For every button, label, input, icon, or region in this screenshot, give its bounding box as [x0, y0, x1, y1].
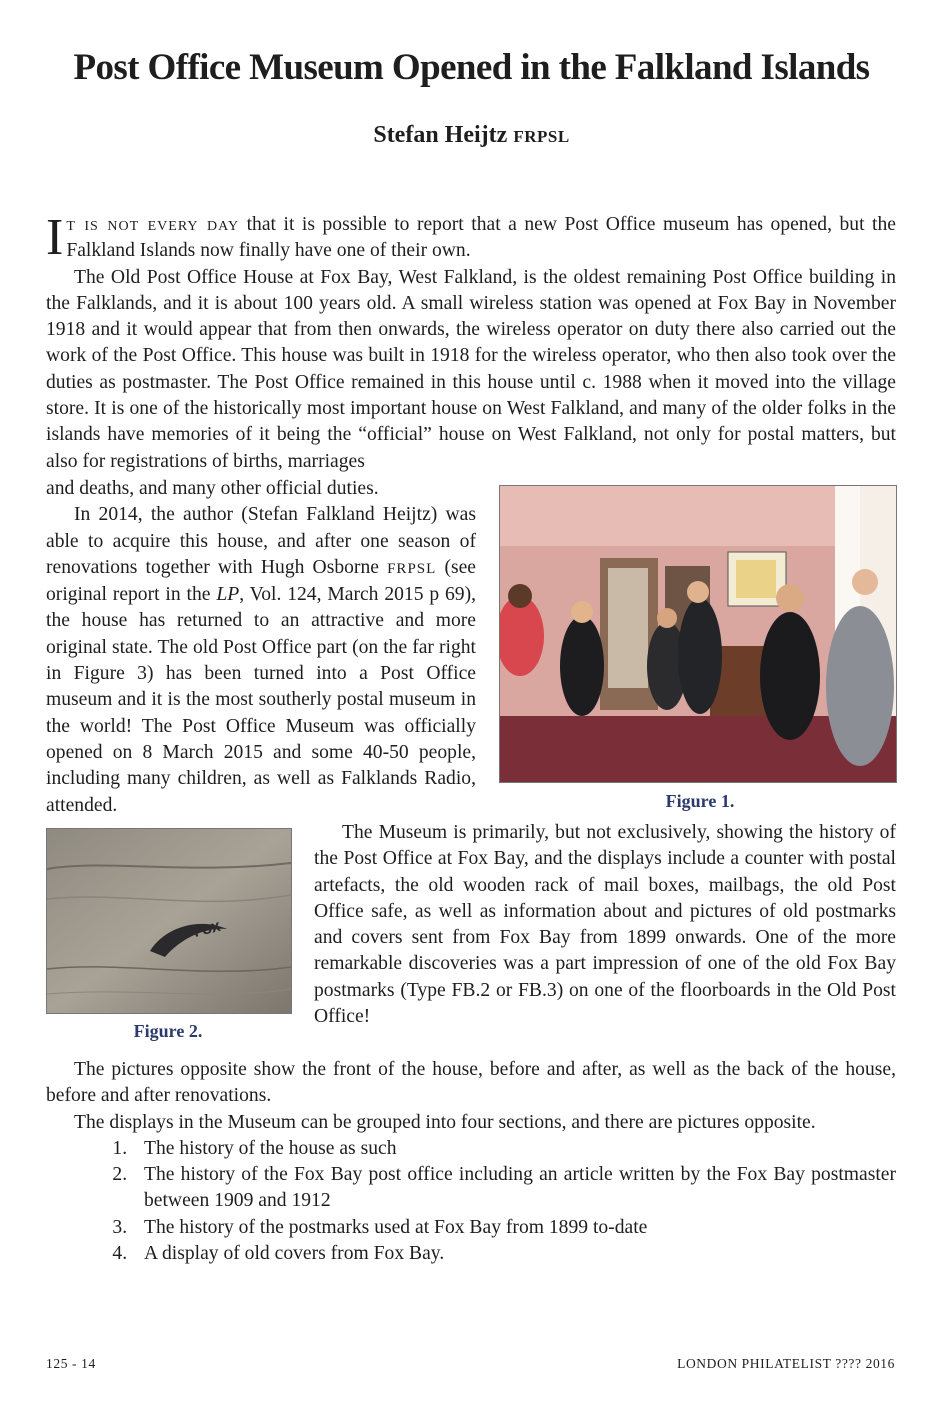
drop-cap: I [46, 209, 64, 266]
figure-1-photo [499, 485, 897, 783]
list-item: 1. The history of the house as such [132, 1136, 896, 1162]
list-item: 2. The history of the Fox Bay post office including an article written by the Fox Bay postmaster between 1909 and 1912 [132, 1162, 896, 1215]
p3-lp: LP [216, 584, 240, 606]
paragraph-4: The Museum is primarily, but not exclusively, showing the history of the Post Office at Fox Bay, and the displays include a counter with postal artefacts, the old wooden rack of mail boxes, mailbags, the old Post Office safe, as well as information about and pictures of old postmarks and covers sent from Fox Bay from 1899 onwards. One of the more remarkable discoveries was a part impression of one of the old Fox Bay postmarks (Type FB.2 or FB.3) on one of the floorboards in the Old Post Office! [314, 822, 896, 1028]
p3-text-a: In 2014, the author (Stefan Falkland Heijtz) was able to acquire this house, and after one season of renovations together with Hugh Osborne [46, 504, 476, 578]
floorboard-postmark-illustration [47, 829, 291, 1013]
page-number: 125 - 14 [46, 1356, 96, 1371]
figure-1-caption: Figure 1. [665, 791, 735, 811]
figure-2-photo [46, 828, 292, 1014]
left-column [46, 476, 476, 819]
figure-2-caption: Figure 2. [133, 1021, 203, 1041]
intro-text: that it is possible to report that a new Post Office museum has opened, but the Falkland Islands now finally have one of their own. [66, 214, 896, 262]
right-column [314, 820, 896, 1030]
lower-block [46, 1057, 896, 1267]
paragraph-2: The Old Post Office House at Fox Bay, West Falkland, is the oldest remaining Post Office building in the Falklands, and it is about 100 years old. A small wireless station was opened at Fox Bay in November 1918 and it would appear that from then onwards, the wireless operator on duty there also carried out the work of the Post Office. This house was built in 1918 for the wireless operator, who then also took over the duties as postmaster. The Post Office remained in this house until c. 1988 when it moved into the village store. It is one of the historically most important house on West Falkland, and many of the older folks in the islands have memories of it being the “official” house on West Falkland, not only for postal matters, but also for registrations of births, marriages [46, 266, 896, 472]
sections-list [46, 1136, 896, 1267]
p3-frpsl: FRPSL [387, 560, 437, 577]
list-item: 4. A display of old covers from Fox Bay. [132, 1241, 896, 1267]
author-name: Stefan Heijtz [373, 122, 508, 148]
intro-block [46, 209, 896, 475]
paragraph-6: The displays in the Museum can be grouped into four sections, and there are pictures opposite. [74, 1111, 816, 1133]
intro-paragraph [46, 209, 896, 266]
paragraph-3 [46, 502, 476, 819]
paragraph-2-end: and deaths, and many other official duties. [46, 478, 379, 499]
p3-text-c: , Vol. 124, March 2015 p 69), the house has returned to an attractive and more original state. The old Post Office part (on the far right in Figure 3) has been turned into a Post Office museum and it is the most southerly postal museum in the world! The Post Office Museum was officially opened on 8 March 2015 and some 40-50 people, including many children, as well as Falklands Radio, attended. [46, 584, 477, 816]
list-item: 3. The history of the postmarks used at Fox Bay from 1899 to-date [132, 1215, 896, 1241]
paragraph-5: The pictures opposite show the front of the house, before and after, as well as the back of the house, before and after renovations. [46, 1059, 896, 1107]
author-honour: FRPSL [513, 127, 570, 146]
author-byline [0, 122, 943, 149]
article-title: Post Office Museum Opened in the Falkland Islands [73, 47, 870, 88]
postmark-text: FOX [192, 919, 223, 940]
journal-name: LONDON PHILATELIST ???? 2016 [677, 1356, 895, 1371]
intro-smallcaps: t is not every day [66, 214, 240, 235]
museum-room-illustration [500, 486, 896, 782]
p3-text-b: (see original report in the [46, 556, 476, 606]
